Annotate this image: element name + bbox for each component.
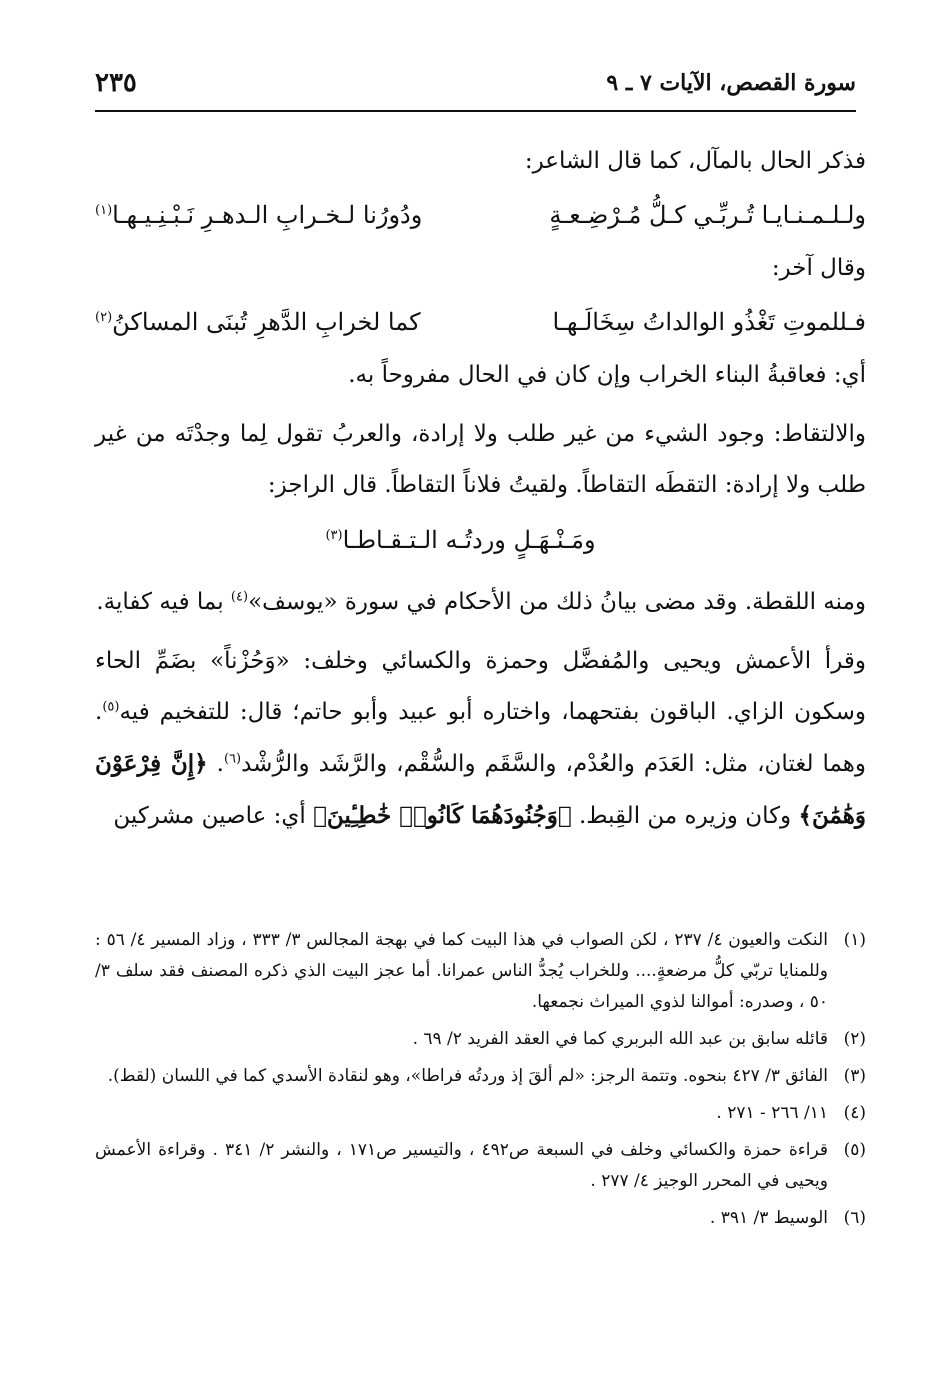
qiraat-text-b: . وهما لغتان، مثل: العَدَم والعُدْم، والسَّقَم والسُّقْم، والرَّشَد والرُّشْد bbox=[95, 699, 866, 777]
footnote-ref-5[interactable]: (٥) bbox=[102, 699, 120, 715]
paragraph-iltiqat: والالتقاط: وجود الشيء من غير طلب ولا إرادة، والعربُ تقول لِما وجدْتَه من غير طلب ولا إرادة: التقطَه التقاطاً. ولقيتُ فلاناً التقاطاً. قال الراجز: bbox=[95, 421, 866, 498]
paragraph-luqata bbox=[95, 577, 866, 628]
quran-quote-2: ﴿وَجُنُودَهُمَا كَانُوا۟ خَٰطِـِٔينَ﴾ bbox=[313, 802, 572, 829]
footnote-2 bbox=[95, 1024, 866, 1055]
luqata-text-b: بما فيه كفاية. bbox=[96, 589, 231, 615]
verse-2-first-half: فـللموتِ تَغْذُو الوالداتُ سِخَالَـهـا bbox=[552, 308, 866, 336]
paragraph-qiraat bbox=[95, 636, 866, 842]
footnote-ref-2[interactable]: (٢) bbox=[95, 310, 113, 325]
footnote-number: (٢) bbox=[843, 1029, 866, 1049]
verse-2 bbox=[95, 294, 866, 350]
footnote-number: (٤) bbox=[843, 1103, 866, 1123]
main-text bbox=[95, 136, 866, 842]
verse-1-second-half-text: ودُورُنا لـخـرابِ الـدهـرِ نَـبْـنِـيـهـا bbox=[112, 201, 423, 229]
paragraph-another: وقال آخر: bbox=[771, 255, 866, 281]
footnote-3 bbox=[95, 1061, 866, 1092]
footnote-number: (٣) bbox=[843, 1066, 866, 1086]
footnote-ref-1[interactable]: (١) bbox=[95, 203, 113, 218]
verse-1 bbox=[95, 187, 866, 243]
quran-quote-1: ﴿إِنَّ فِرْعَوْنَ وَهَٰمَٰنَ﴾ bbox=[95, 750, 866, 829]
paragraph-intro: فذكر الحال بالمآل، كما قال الشاعر: bbox=[524, 148, 866, 174]
footnote-text: ١١/ ٢٦٦ - ٢٧١ . bbox=[716, 1103, 828, 1123]
footnote-text: الوسيط ٣/ ٣٩١ . bbox=[709, 1208, 828, 1228]
qiraat-text-d: وكان وزيره من القِبط. bbox=[571, 803, 799, 829]
footnote-text: الفائق ٣/ ٤٢٧ بنحوه. وتتمة الرجز: «لم ألقَ إذ وردتُه فراطا»، وهو لنقادة الأسدي كما في اللسان (لقط). bbox=[107, 1066, 828, 1086]
footnote-ref-4[interactable]: (٤) bbox=[230, 589, 249, 605]
verse-1-second-half bbox=[95, 187, 422, 243]
footnotes bbox=[95, 925, 866, 1240]
rajaz-text: ومَـنْـهَـلٍ وردتُـه الـتـقـاطـا bbox=[342, 526, 596, 554]
verse-1-first-half: ولـلـمـنـايـا تُـربِّـي كـلُّ مُـرْضِـعـةٍ bbox=[549, 201, 866, 229]
footnote-ref-6[interactable]: (٦) bbox=[223, 751, 242, 767]
footnote-number: (١) bbox=[843, 930, 866, 950]
paragraph-meaning: أي: فعاقبةُ البناء الخراب وإن كان في الحال مفروحاً به. bbox=[348, 362, 866, 388]
footnote-text: قائله سابق بن عبد الله البربري كما في العقد الفريد ٢/ ٦٩ . bbox=[412, 1029, 828, 1049]
verse-2-second-half-text: كما لخرابِ الدَّهرِ تُبنَى المساكنُ bbox=[112, 308, 421, 336]
header-title: سورة القصص، الآيات ٧ ـ ٩ bbox=[606, 70, 856, 96]
verse-2-second-half bbox=[95, 294, 421, 350]
page-number: ٢٣٥ bbox=[95, 68, 137, 98]
qiraat-text-c: . bbox=[207, 751, 224, 777]
footnote-1 bbox=[95, 925, 866, 1018]
footnote-text: النكت والعيون ٤/ ٢٣٧ ، لكن الصواب في هذا البيت كما في بهجة المجالس ٣/ ٣٣٣ ، وزاد المسير ٤/ ٥٦ : وللمنايا تربّي كلُّ مرضعةٍ.... وللخراب يُجدُّ الناس عمرانا. أما عجز البيت الذي ذكره المصنف فقد سلف ٣/ ٥٠ ، وصدره: أموالنا لذوي الميراث نجمعها. bbox=[95, 930, 828, 1012]
qiraat-text-e: أي: عاصين مشركين bbox=[113, 803, 314, 829]
luqata-text-a: ومنه اللقطة. وقد مضى بيانُ ذلك من الأحكام في سورة «يوسف» bbox=[248, 589, 866, 615]
footnote-ref-3[interactable]: (٣) bbox=[325, 528, 343, 543]
qiraat-text-a: وقرأ الأعمش ويحيى والمُفضَّل وحمزة والكسائي وخلف: «وَحُزْناً» بضَمِّ الحاء وسكون الزاي. الباقون بفتحهما، واختاره أبو عبيد وأبو حاتم؛ قال: للتفخيم فيه bbox=[95, 648, 866, 725]
running-header bbox=[95, 66, 856, 112]
footnote-5 bbox=[95, 1135, 866, 1197]
footnote-number: (٥) bbox=[843, 1140, 866, 1160]
rajaz-verse bbox=[95, 511, 866, 569]
footnote-4 bbox=[95, 1098, 866, 1129]
footnote-6 bbox=[95, 1203, 866, 1234]
footnote-text: قراءة حمزة والكسائي وخلف في السبعة ص٤٩٢ ، والتيسير ص١٧١ ، والنشر ٢/ ٣٤١ . وقراءة الأعمش ويحيى في المحرر الوجيز ٤/ ٢٧٧ . bbox=[95, 1140, 828, 1191]
footnote-number: (٦) bbox=[843, 1208, 866, 1228]
